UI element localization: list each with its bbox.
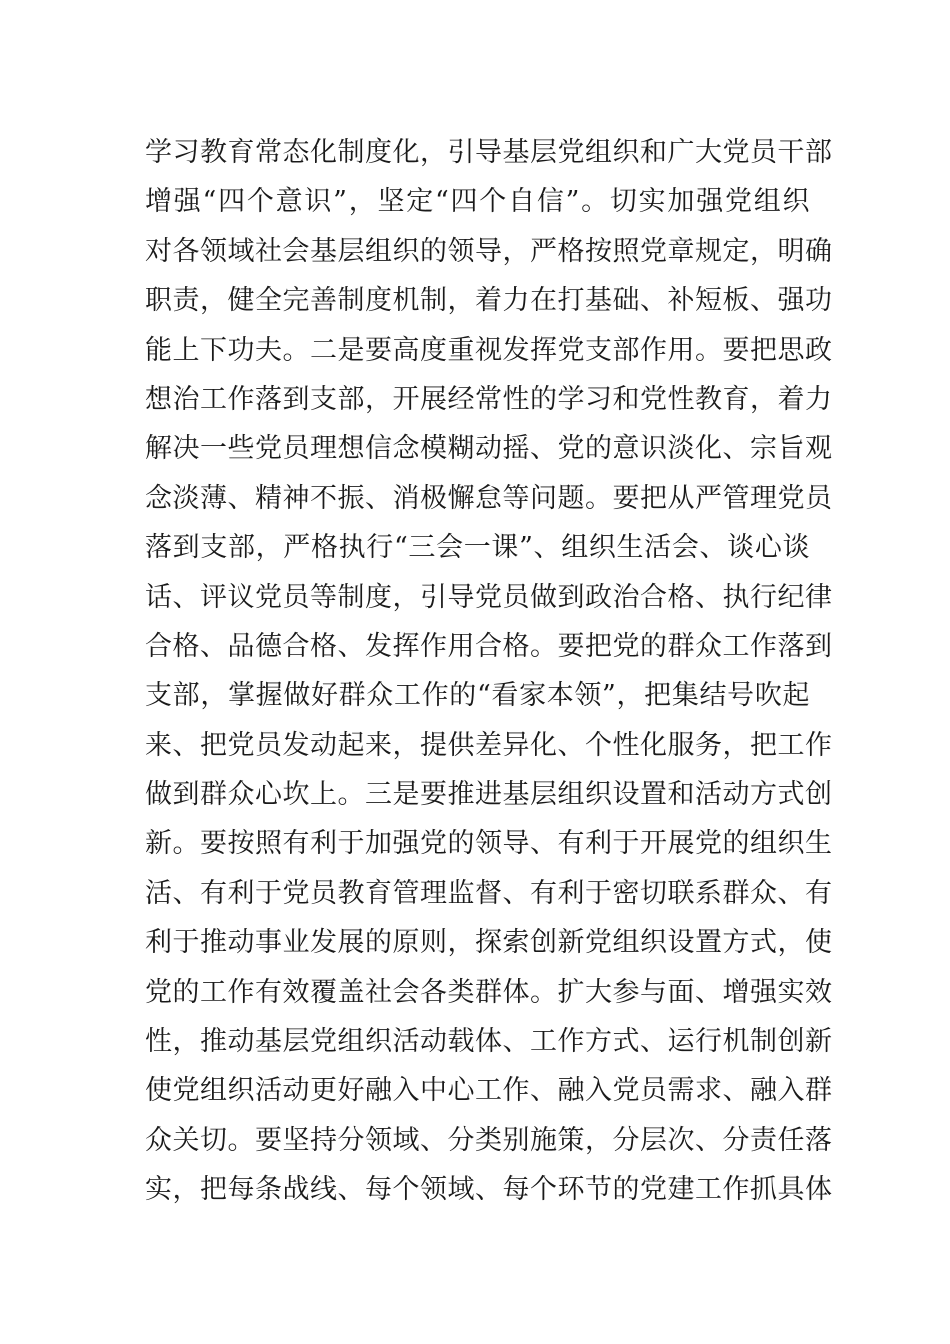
text-line: 新。要按照有利于加强党的领导、有利于开展党的组织生 xyxy=(145,828,833,860)
text-line: 利于推动事业发展的原则，探索创新党组织设置方式，使 xyxy=(145,927,833,959)
body-paragraph xyxy=(145,128,833,1215)
text-line: 实，把每条战线、每个领域、每个环节的党建工作抓具体 xyxy=(145,1174,833,1206)
text-line: 学习教育常态化制度化，引导基层党组织和广大党员干部 xyxy=(145,137,833,168)
text-line: 使党组织活动更好融入中心工作、融入党员需求、融入群 xyxy=(145,1075,833,1107)
text-line: 党的工作有效覆盖社会各类群体。扩大参与面、增强实效 xyxy=(145,976,833,1008)
text-line: 职责，健全完善制度机制，着力在打基础、补短板、强功 xyxy=(145,285,833,317)
text-line: 活、有利于党员教育管理监督、有利于密切联系群众、有 xyxy=(145,877,833,909)
text-line: 合格、品德合格、发挥作用合格。要把党的群众工作落到 xyxy=(145,630,833,662)
text-line: 话、评议党员等制度，引导党员做到政治合格、执行纪律 xyxy=(145,581,833,613)
text-line: 解决一些党员理想信念模糊动摇、党的意识淡化、宗旨观 xyxy=(145,433,833,465)
text-line: 来、把党员发动起来，提供差异化、个性化服务，把工作 xyxy=(145,729,833,761)
text-line: 做到群众心坎上。三是要推进基层组织设置和活动方式创 xyxy=(145,779,833,811)
text-line: 支部，掌握做好群众工作的“看家本领”，把集结号吹起 xyxy=(145,680,810,712)
text-line: 落到支部，严格执行“三会一课”、组织生活会、谈心谈 xyxy=(145,532,810,564)
text-line: 众关切。要坚持分领域、分类别施策，分层次、分责任落 xyxy=(145,1124,833,1156)
text-line: 能上下功夫。二是要高度重视发挥党支部作用。要把思政 xyxy=(145,334,833,366)
text-line: 性，推动基层党组织活动载体、工作方式、运行机制创新 xyxy=(145,1026,833,1058)
text-line: 念淡薄、精神不振、消极懈怠等问题。要把从严管理党员 xyxy=(145,482,833,514)
text-line: 想治工作落到支部，开展经常性的学习和党性教育，着力 xyxy=(145,383,833,415)
text-line: 对各领域社会基层组织的领导，严格按照党章规定，明确 xyxy=(145,235,833,267)
text-line: 增强“四个意识”，坚定“四个自信”。切实加强党组织 xyxy=(145,186,810,218)
